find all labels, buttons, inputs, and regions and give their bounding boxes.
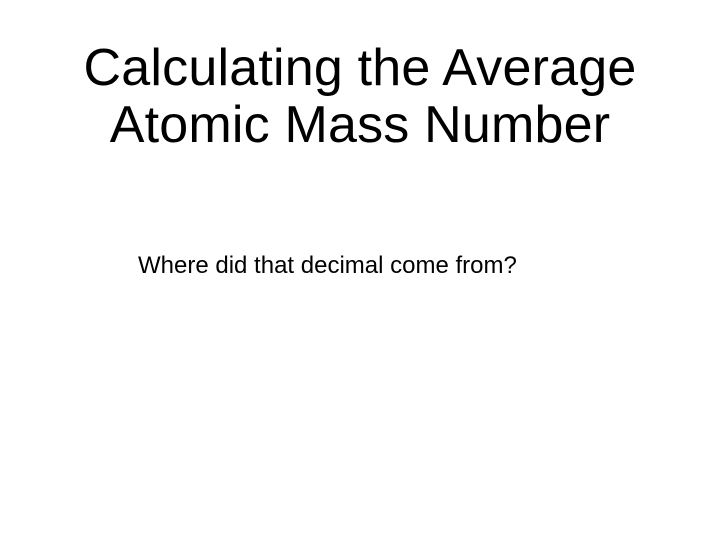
slide-title-line-2: Atomic Mass Number (109, 96, 611, 155)
slide-title (20, 40, 700, 154)
slide-title-line-1: Calculating the Average (83, 39, 637, 97)
slide-subtitle: Where did that decimal come from? (138, 252, 517, 279)
